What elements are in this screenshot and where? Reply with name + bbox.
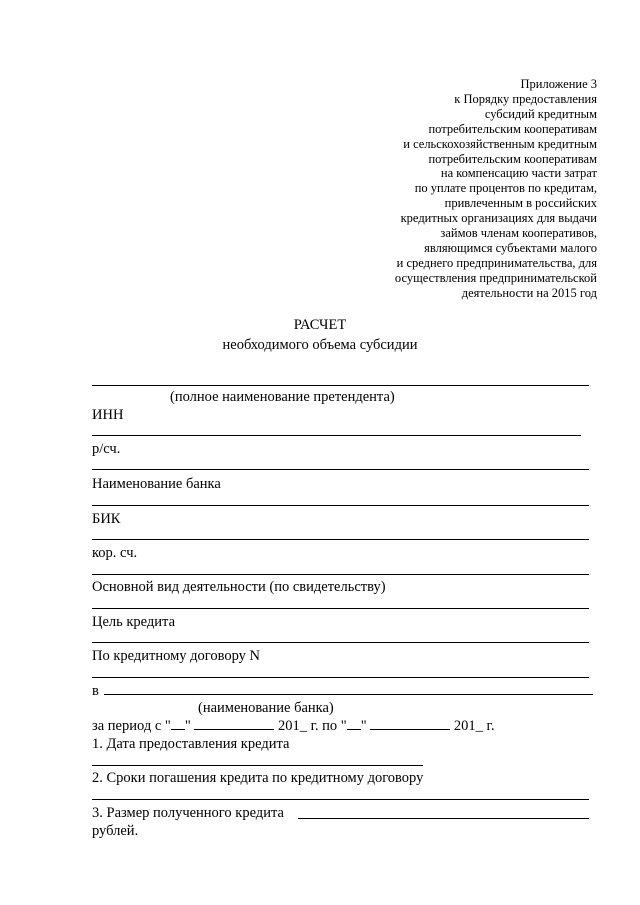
- bank-line[interactable]: [104, 694, 593, 695]
- rubles-label: рублей.: [92, 823, 139, 839]
- appendix-line: осуществления предпринимательской: [394, 270, 597, 285]
- bik-line[interactable]: [92, 539, 589, 540]
- account-label: р/сч.: [92, 441, 121, 457]
- period-start-month[interactable]: [194, 717, 274, 730]
- appendix-line: к Порядку предоставления: [454, 91, 597, 106]
- appendix-line: привлеченным в российских: [444, 196, 597, 211]
- period-mid1: ": [184, 718, 191, 734]
- item-3-label: 3. Размер полученного кредита: [92, 805, 284, 821]
- appendix-line: по уплате процентов по кредитам,: [414, 181, 597, 196]
- period-year1: 201_ г. по ": [277, 718, 347, 734]
- period-start-day[interactable]: [171, 717, 185, 730]
- appendix-line: и сельскохозяйственным кредитным: [403, 136, 597, 151]
- corr-account-label: кор. сч.: [92, 545, 138, 561]
- appendix-line: субсидий кредитным: [484, 106, 597, 121]
- appendix-line: займов членам кооперативов,: [440, 226, 597, 241]
- appendix-line: кредитных организациях для выдачи: [400, 211, 597, 226]
- appendix-line: являющимся субъектами малого: [424, 240, 597, 255]
- applicant-name-line[interactable]: [92, 385, 589, 386]
- activity-line[interactable]: [92, 608, 589, 609]
- item-1-line[interactable]: [92, 765, 423, 766]
- appendix-line: на компенсацию части затрат: [440, 166, 597, 181]
- appendix-line: деятельности на 2015 год: [461, 285, 597, 300]
- purpose-line[interactable]: [92, 642, 589, 643]
- appendix-line: Приложение 3: [520, 77, 597, 91]
- bank-name-label: Наименование банка: [92, 476, 221, 492]
- item-2-label: 2. Сроки погашения кредита по кредитному договору: [92, 770, 424, 786]
- period-end-day[interactable]: [347, 717, 361, 730]
- period-end-month[interactable]: [370, 717, 450, 730]
- purpose-label: Цель кредита: [92, 614, 176, 630]
- item-1-label: 1. Дата предоставления кредита: [92, 736, 290, 752]
- account-line[interactable]: [92, 469, 589, 470]
- inn-line[interactable]: [92, 435, 581, 436]
- period-mid2: ": [360, 718, 367, 734]
- item-3-line[interactable]: [298, 818, 589, 819]
- applicant-caption: (полное наименование претендента): [170, 389, 395, 405]
- period-line: [92, 717, 494, 734]
- corr-account-line[interactable]: [92, 574, 589, 575]
- appendix-line: потребительским кооперативам: [428, 151, 597, 166]
- in-label: в: [92, 683, 99, 699]
- activity-label: Основной вид деятельности (по свидетельству): [92, 579, 386, 595]
- bank-name-line[interactable]: [92, 505, 589, 506]
- document-title: РАСЧЕТ: [293, 317, 347, 333]
- contract-label: По кредитному договору N: [92, 648, 261, 664]
- period-prefix: за период с ": [92, 718, 171, 734]
- bik-label: БИК: [92, 511, 121, 527]
- bank-caption: (наименование банка): [198, 700, 334, 716]
- item-2-line[interactable]: [92, 799, 589, 800]
- period-year2: 201_ г.: [453, 718, 495, 734]
- appendix-block: [297, 77, 597, 301]
- inn-label: ИНН: [92, 407, 124, 423]
- document-subtitle: необходимого объема субсидии: [222, 337, 418, 353]
- contract-line[interactable]: [92, 677, 589, 678]
- appendix-line: потребительским кооперативам: [428, 121, 597, 136]
- appendix-line: и среднего предпринимательства, для: [396, 255, 597, 270]
